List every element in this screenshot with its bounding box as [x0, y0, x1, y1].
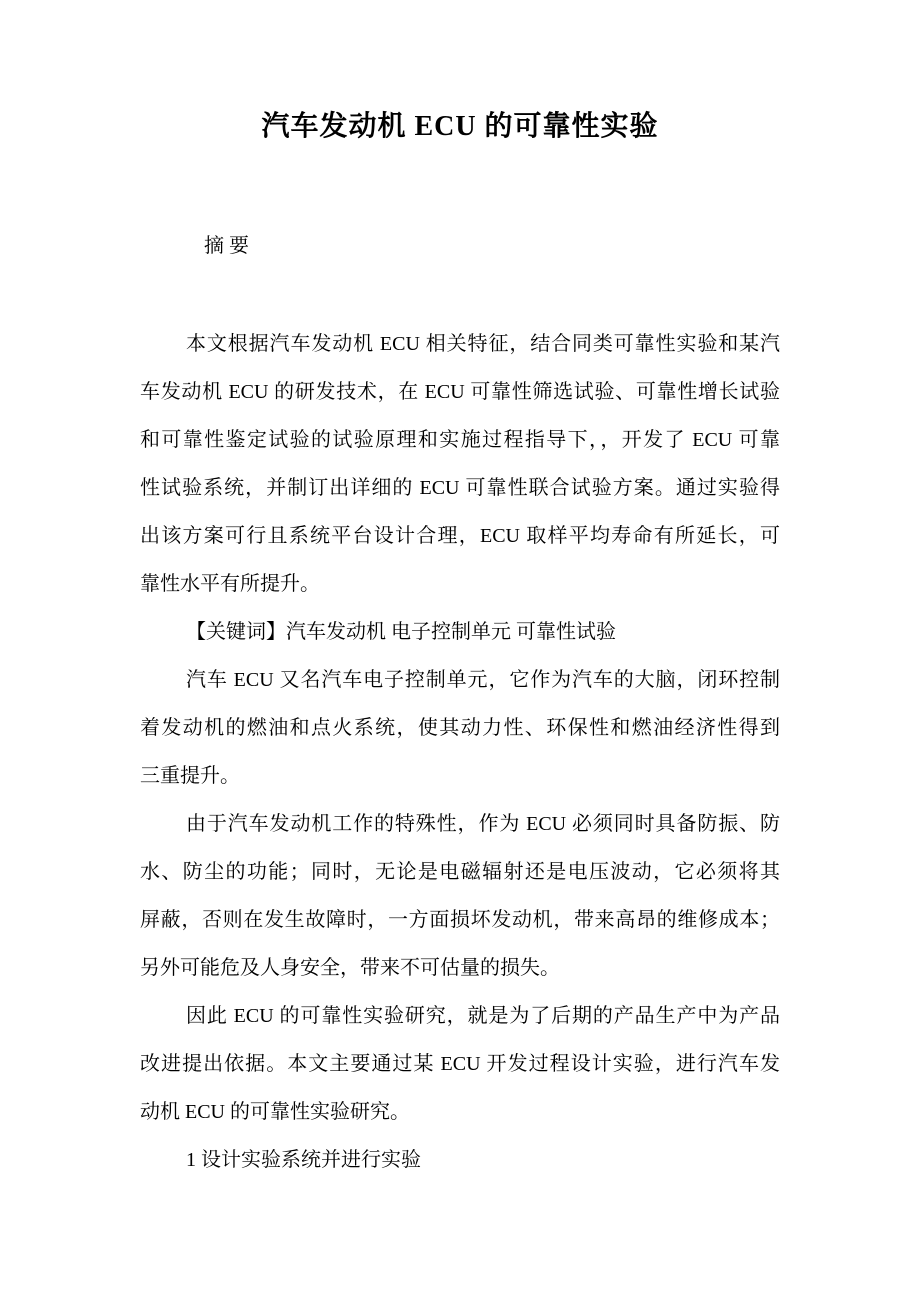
section-heading: 1 设计实验系统并进行实验	[186, 1149, 421, 1171]
body-line: 着发动机的燃油和点火系统，使其动力性、环保性和燃油经济性得到	[140, 717, 780, 739]
body-line: 汽车 ECU 又名汽车电子控制单元，它作为汽车的大脑，闭环控制	[186, 669, 780, 691]
body-line: 和可靠性鉴定试验的试验原理和实施过程指导下，，开发了 ECU 可靠	[140, 429, 780, 451]
body-line: 性试验系统，并制订出详细的 ECU 可靠性联合试验方案。通过实验得	[140, 477, 780, 499]
body-line: 靠性水平有所提升。	[140, 573, 320, 595]
body-line: 改进提出依据。本文主要通过某 ECU 开发过程设计实验，进行汽车发	[140, 1053, 780, 1075]
abstract-label: 摘 要	[204, 235, 249, 257]
document-body	[140, 320, 780, 1184]
document-title: 汽车发动机 ECU 的可靠性实验	[261, 111, 659, 142]
body-line: 屏蔽，否则在发生故障时，一方面损坏发动机，带来高昂的维修成本；	[140, 909, 780, 931]
body-line: 因此 ECU 的可靠性实验研究，就是为了后期的产品生产中为产品	[186, 1005, 780, 1027]
keywords-line: 【关键词】汽车发动机 电子控制单元 可靠性试验	[186, 621, 616, 643]
body-line: 车发动机 ECU 的研发技术，在 ECU 可靠性筛选试验、可靠性增长试验	[140, 381, 780, 403]
body-line: 出该方案可行且系统平台设计合理，ECU 取样平均寿命有所延长，可	[140, 525, 780, 547]
body-line: 水、防尘的功能；同时，无论是电磁辐射还是电压波动，它必须将其	[140, 861, 780, 883]
body-line: 由于汽车发动机工作的特殊性，作为 ECU 必须同时具备防振、防	[186, 813, 780, 835]
body-line: 另外可能危及人身安全，带来不可估量的损失。	[140, 957, 560, 979]
body-line: 本文根据汽车发动机 ECU 相关特征，结合同类可靠性实验和某汽	[186, 333, 780, 355]
body-line: 三重提升。	[140, 765, 240, 787]
body-line: 动机 ECU 的可靠性实验研究。	[140, 1101, 410, 1123]
